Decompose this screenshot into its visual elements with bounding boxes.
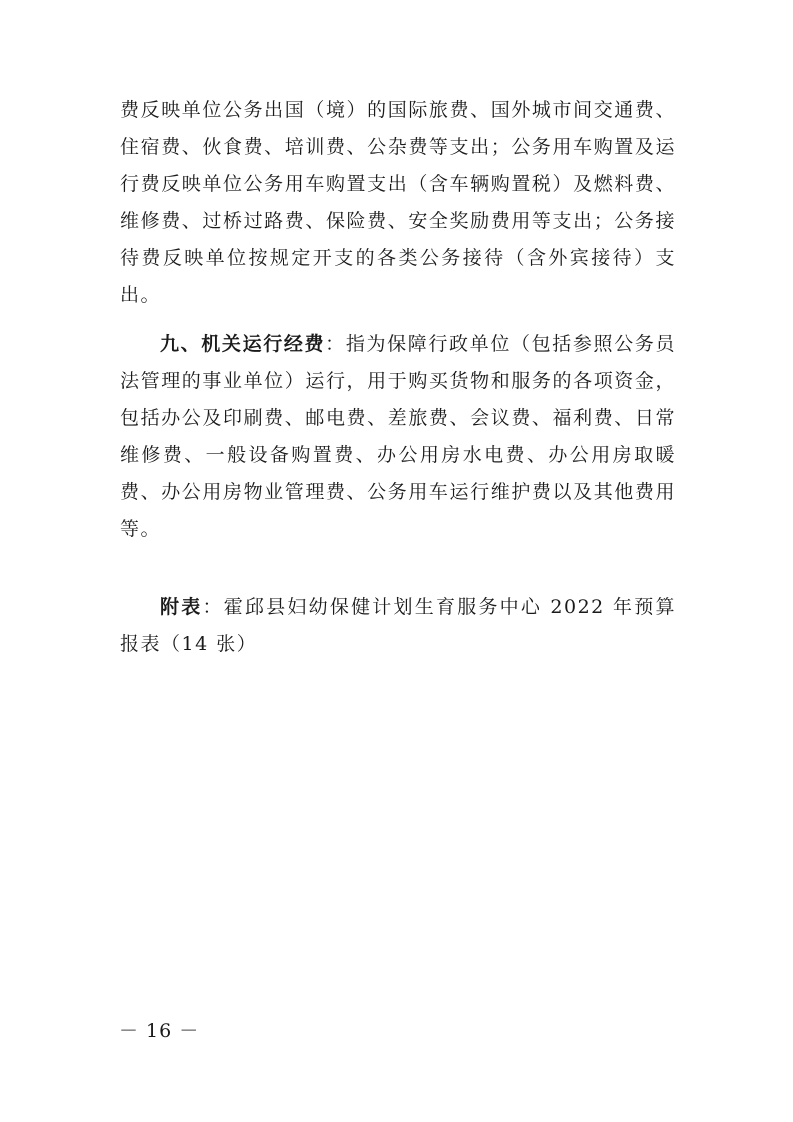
- paragraph-text: ：霍邱县妇幼保健计划生育服务中心 2022 年预算报表（14 张）: [120, 596, 676, 655]
- paragraph-attachment: [120, 589, 676, 663]
- paragraph-public-expenses: [120, 92, 676, 314]
- attachment-heading: 附表: [160, 596, 203, 618]
- paragraph-operating-expenses: [120, 326, 676, 548]
- paragraph-text: ：指为保障行政单位（包括参照公务员法管理的事业单位）运行，用于购买货物和服务的各项资金，包括办公及印刷费、邮电费、差旅费、会议费、福利费、日常维修费、一般设备购置费、办公用房水电费、办公用房取暖费、办公用房物业管理费、公务用车运行维护费以及其他费用等。: [120, 333, 676, 540]
- paragraph-text: 费反映单位公务出国（境）的国际旅费、国外城市间交通费、住宿费、伙食费、培训费、公杂费等支出；公务用车购置及运行费反映单位公务用车购置支出（含车辆购置税）及燃料费、维修费、过桥过路费、保险费、安全奖励费用等支出；公务接待费反映单位按规定开支的各类公务接待（含外宾接待）支出。: [120, 99, 676, 306]
- section-heading-operating-expenses: 九、机关运行经费: [160, 333, 326, 355]
- page-number: － 16 －: [119, 1020, 200, 1042]
